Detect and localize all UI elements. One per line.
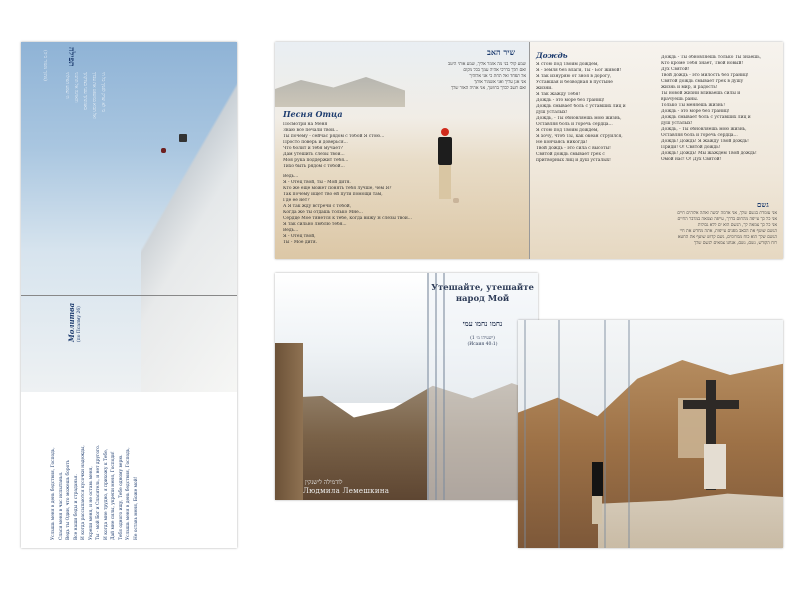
photo-strip [558, 320, 560, 548]
spine [529, 42, 530, 259]
text-line: Ты - Моё дитя. [283, 240, 318, 245]
text-line: Дождь! Дождь! Мы жаждем Твой дождь! [661, 151, 757, 156]
text-line: Дождь, - Ты обновляешь мою жизнь, [661, 127, 747, 132]
father-song-hebrew-text [401, 62, 526, 92]
cross-base [704, 444, 726, 489]
text-line: Дух Святой! [661, 67, 690, 72]
cover-title-hebrew: נחמו נחמו עמי [462, 319, 503, 328]
walking-woman [438, 137, 452, 165]
text-line: Ты новой жизни вливаешь силы и [661, 91, 741, 96]
text-line: жизнь и мир, и радость! [661, 85, 718, 90]
text-line: Дождь, - Ты обновляешь мою жизнь, [536, 116, 622, 121]
text-line: Святой дождь смывает грех с [536, 152, 605, 157]
russian-prayer-title: Молитва [67, 302, 76, 342]
text-line: Сердце Моё тянется к тебе, когда вижу Я слёзы твои... [283, 216, 412, 221]
text-line: Я хочу, чтоб Ты, как океан струился, [536, 134, 623, 139]
text-line: Тебя одного ищу, Тебе одному верю. [118, 454, 124, 540]
cover-strip [427, 273, 429, 500]
text-line: אני כל כך צמאה לך, הגשם הוא ים ללא גבולות [697, 223, 777, 228]
booklet-inner-spread [275, 42, 783, 259]
cover-strip [435, 273, 437, 500]
text-line: Знаю все печали твои... [283, 128, 339, 133]
father-song-text-2 [283, 174, 433, 246]
text-line: Я - Отец твой, ты - Мой дитя. [283, 180, 351, 185]
text-line: Я так изнуряю от зноя в дорогу, [536, 74, 612, 79]
text-line: הגשם שוטף את הכאב מפנים עייפות, אתה מחדש את חיי [679, 229, 777, 234]
fold-line [21, 295, 237, 296]
text-line: Ты почему - сейчас рядом с тобой Я стою... [283, 134, 385, 139]
road [141, 42, 237, 392]
text-line: жизни. [536, 86, 553, 91]
text-line: Все наши беды и страданья. [73, 474, 79, 540]
text-line: Не кончаясь никогда! [536, 140, 588, 145]
text-line: Так почему ищет тво ей пути помощи там, [283, 192, 383, 197]
father-song-text [283, 122, 398, 170]
text-line: והאזינה אל תחנוני [73, 72, 78, 103]
text-line: Тихо быть рядом с тобой... [283, 164, 345, 169]
text-line: ואל תבוא במשפט את עבדך [91, 72, 96, 119]
text-line: Приди! О! Святой дождь! [661, 145, 721, 150]
text-line: Услышь меня в день бедствия, Господь, [126, 447, 131, 540]
text-line: душ усталых! [536, 110, 568, 115]
booklet-cover [275, 273, 538, 500]
photo-strip [628, 320, 630, 548]
text-line: ה׳ שמע תפילתי [64, 72, 69, 99]
text-line: Дождь! Дождь! Я жажду Твой дождь! [661, 139, 749, 144]
booklet-back-panel [21, 42, 237, 548]
text-line: Кто же ещё может понять тебя лучше, чем Я? [283, 186, 392, 191]
text-line: Где её нет? [283, 198, 310, 203]
text-line: הגשם שלך הוא כוח ממרומים, גשם קדוש שוטף את החטא [677, 235, 777, 240]
cover-strip [443, 273, 445, 500]
photographer-legs [592, 496, 602, 524]
text-line: Не оставь меня, Боже мой! [133, 476, 139, 540]
photographer-woman [592, 462, 603, 496]
father-song-title: Песня Отца [283, 109, 343, 119]
text-line: רוח הקודש, גשם, גשם, אנחנו צמאים לגשם שלך [694, 241, 777, 246]
text-line: Дождь - это море без границ! [536, 98, 605, 103]
text-line: Я - Отец твой, [283, 234, 316, 239]
russian-prayer-subtitle: (по Псалму 26) [77, 306, 82, 342]
car [161, 148, 166, 153]
text-line: И когда рассыпаются кусочки надежды, [81, 445, 86, 540]
text-line: Дам утешить слёзы твои... [283, 152, 345, 157]
booklet-photo-page [518, 320, 783, 548]
text-line: Оставляя боль и горечь сердца... [536, 122, 613, 127]
text-line: Дождь - это море без границ! [661, 109, 730, 114]
text-line: Дождь - Ты обновляешь только Ты знаешь, [661, 55, 762, 60]
text-line: Услышь меня в день бедствия, Господь, [51, 447, 56, 540]
text-line: שמע קולי בני מה אומר אליך, שמע אותי היטב [447, 62, 526, 67]
text-line: אני כל כך עייפה מהחום בדרך, עייפה וצמאה במדבר החיים [677, 217, 777, 222]
photo-strip [604, 320, 606, 548]
text-line: ואם תשב לבדך בחושך, אני אהיה האור שלך [451, 86, 526, 91]
text-line: כי לא יצדק לפניך כל חי [100, 72, 105, 112]
cover-reference-hebrew: (ישעיהו מ׳ 1) [470, 336, 495, 341]
text-line: душ усталых! [661, 121, 693, 126]
rain-hebrew-text [537, 211, 777, 247]
text-line: И когда мне трудно, я прихожу к Тебе, [103, 448, 109, 540]
rain-title: Дождь [536, 51, 568, 60]
text-line: Когда же ты отдашь только Мне... [283, 210, 363, 215]
road-sign [179, 134, 187, 142]
cross-bar [683, 400, 739, 409]
text-line: Твой дождь - это сила с высоты! [536, 146, 611, 151]
text-line: Ведь... [283, 228, 299, 233]
author-hebrew: לודמילה לישנקין [305, 479, 343, 486]
text-line: Я - земля без влаги, Ты - Бог живой! [536, 68, 622, 73]
text-line: אל תפחד ואל תחת כי אני אלוהיך [469, 74, 526, 79]
rain-text-col1 [536, 62, 658, 164]
text-line: Ведь... [283, 174, 299, 179]
text-line: Уставшая и безводная в пустыне [536, 80, 613, 85]
text-line: притворных лиц и душ усталых! [536, 158, 611, 163]
author-russian: Людмила Лемешкина [303, 487, 390, 495]
text-line: Дождь смывает боль с уставших лиц и [661, 115, 751, 120]
hebrew-prayer-subtitle: (מתוך מזמור כ״ה) [42, 50, 47, 81]
text-line: Я так сильно люблю тебя... [283, 222, 347, 227]
text-line: ואם תלך בדרכי אהיה עמך בכל מקום [463, 68, 526, 73]
text-line: Моя рука поддержит тебя... [283, 158, 349, 163]
text-line: Омой нас! О! Дух Святой! [661, 157, 722, 162]
text-line: Дождь смывает боль с уставших лиц и [536, 104, 626, 109]
text-line: Спаси меня в час испытанья. [58, 471, 64, 540]
cover-reference-russian: (Исаия 40:1) [467, 342, 498, 347]
father-song-hebrew-title: שיר האב [487, 47, 516, 57]
text-line: אני עומדת בגשם שלך, אני אדמה יבשה ואתה אלוהים חיים [677, 211, 777, 216]
text-line: врачуешь раны. [661, 97, 699, 102]
cover-title-russian: Утешайте, утешайте народ Мой [431, 283, 534, 304]
text-line: Я стою под Твоим дождём, [536, 62, 599, 67]
text-line: Дай мне силы, укрепи меня, Господи! [111, 451, 116, 540]
text-line: Святой дождь смывает грех в душу [661, 79, 744, 84]
rain-hebrew-title: גשם [757, 200, 769, 209]
text-line: Твой дождь - это милость без границ! [661, 73, 749, 78]
photo-strip [524, 320, 526, 548]
hebrew-prayer-title: תפילה [67, 47, 77, 67]
rain-text-col2 [661, 55, 779, 163]
text-line: Кто кроме Тебя знает, Твой новый! [661, 61, 744, 66]
cover-cliff [275, 343, 303, 500]
text-line: Только Ты меняешь жизнь! [661, 103, 725, 108]
text-line: Ведь ты Один, что можешь бороть [66, 459, 71, 540]
text-line: Посмотри на Меня [283, 122, 328, 127]
red-cap [441, 128, 449, 136]
text-line: А Я так жду встречи с тобой, [283, 204, 352, 209]
text-line: Что болит и тебя мучает? [283, 146, 343, 151]
text-line: אני אגן עליך ואני אשמור אותך [474, 80, 526, 85]
text-line: Я стою под Твоим дождём, [536, 128, 599, 133]
text-line: Укрепи меня, и не оставь меня, [88, 466, 94, 540]
text-line: Просто поверь и доверься... [283, 140, 348, 145]
text-line: Я так жажду Тебя! [536, 92, 581, 97]
dog [453, 198, 459, 203]
text-line: באמונתך ענני בצדקתך [82, 72, 87, 110]
text-line: Оставляя боль и горечь сердца... [661, 133, 738, 138]
text-line: Ты - мой Бог и Спаситель, и нет другого. [96, 444, 101, 540]
woman-legs [439, 165, 451, 199]
